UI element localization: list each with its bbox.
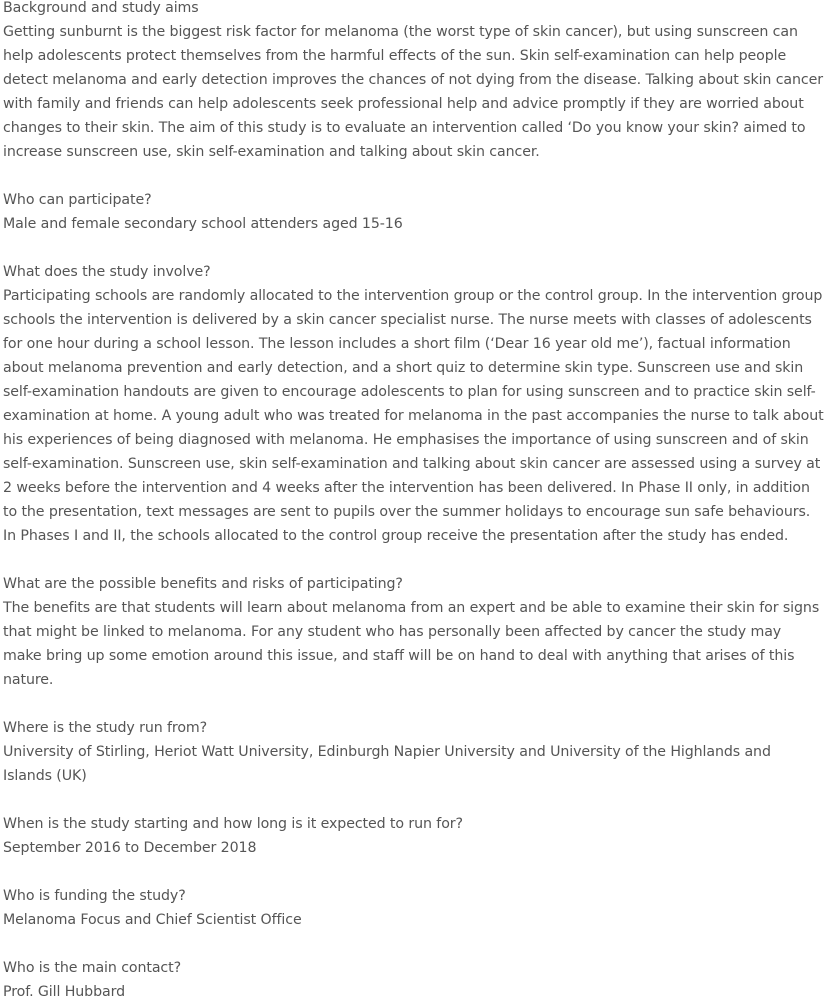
section-body: September 2016 to December 2018 (3, 840, 257, 856)
section-heading: What are the possible benefits and risks of participating? (3, 576, 403, 592)
section-body: University of Stirling, Heriot Watt University, Edinburgh Napier University and University of the Highlands and Islands (UK) (3, 744, 771, 784)
section-body: Getting sunburnt is the biggest risk factor for melanoma (the worst type of skin cancer), but using sunscreen can help adolescents protect themselves from the harmful effects of the sun. Skin self-examination can help people detect melanoma and early detection improves the chances of not dying from the disease. Talking about skin cancer with family and friends can help adolescents seek professional help and advice promptly if they are worried about changes to their skin. The aim of this study is to evaluate an intervention called ‘Do you know your skin? aimed to increase sunscreen use, skin self-examination and talking about skin cancer. (3, 24, 823, 160)
section-body: Male and female secondary school attenders aged 15-16 (3, 216, 403, 232)
section-heading: When is the study starting and how long is it expected to run for? (3, 816, 463, 832)
section-study-location (3, 716, 824, 788)
section-background (3, 0, 824, 164)
section-heading: Who is the main contact? (3, 960, 182, 976)
section-heading: Who is funding the study? (3, 888, 186, 904)
section-body: Prof. Gill Hubbard (3, 984, 125, 1000)
section-heading: Where is the study run from? (3, 720, 208, 736)
section-body: Melanoma Focus and Chief Scientist Office (3, 912, 302, 928)
section-body: Participating schools are randomly allocated to the intervention group or the control group. In the intervention group schools the intervention is delivered by a skin cancer specialist nurse. The nurse meets with classes of adolescents for one hour during a school lesson. The lesson includes a short film (‘Dear 16 year old me’), factual information about melanoma prevention and early detection, and a short quiz to determine skin type. Sunscreen use and skin self-examination handouts are given to encourage adolescents to plan for using sunscreen and to practice skin self-examination at home. A young adult who was treated for melanoma in the past accompanies the nurse to talk about his experiences of being diagnosed with melanoma. He emphasises the importance of using sunscreen and of skin self-examination. Sunscreen use, skin self-examination and talking about skin cancer are assessed using a survey at 2 weeks before the intervention and 4 weeks after the intervention has been delivered. In Phase II only, in addition to the presentation, text messages are sent to pupils over the summer holidays to encourage sun safe behaviours. In Phases I and II, the schools allocated to the control group receive the presentation after the study has ended. (3, 288, 824, 544)
section-benefits-risks (3, 572, 824, 692)
section-main-contact (3, 956, 824, 1004)
section-heading: What does the study involve? (3, 264, 211, 280)
section-study-involvement (3, 260, 824, 548)
section-heading: Background and study aims (3, 0, 199, 16)
section-body: The benefits are that students will learn about melanoma from an expert and be able to examine their skin for signs that might be linked to melanoma. For any student who has personally been affected by cancer the study may make bring up some emotion around this issue, and staff will be on hand to deal with anything that arises of this nature. (3, 600, 820, 688)
section-study-timeline (3, 812, 824, 860)
section-funding (3, 884, 824, 932)
section-heading: Who can participate? (3, 192, 152, 208)
section-who-can-participate (3, 188, 824, 236)
